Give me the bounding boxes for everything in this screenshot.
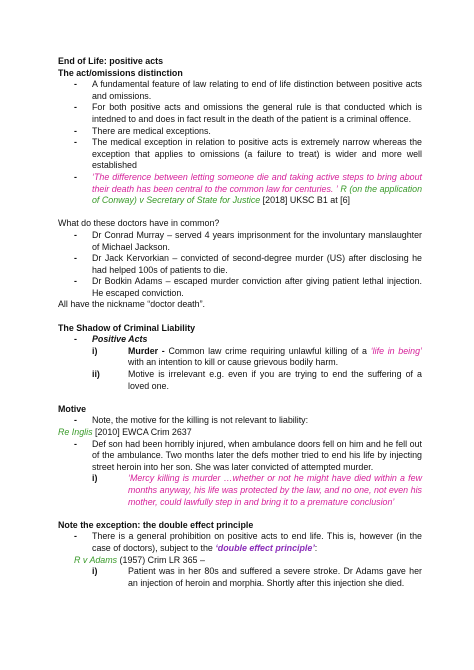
list-item: - A fundamental feature of law relating to end of life distinction between positive acts and omissions. — [74, 79, 422, 101]
section-title: End of Life: positive acts — [58, 56, 164, 66]
bullet-dash: - — [74, 125, 77, 136]
section-title: The Shadow of Criminal Liability — [58, 322, 196, 333]
quote-text: ‘life in being’ — [370, 345, 422, 356]
quote-text: ‘Mercy killing is murder …whether or not he might have died within a few months anyway, his life was protected by the law, and no one, not even his mother, could lawfully step in and bring it to a premature conclusion’ — [128, 473, 422, 507]
bullet-dash: - — [74, 137, 77, 148]
footer-text: All have the nickname “doctor death”. — [58, 299, 206, 310]
sub-list-item: i) Murder - Common law crime requiring unlawful killing of a ‘life in being’ with an intention to kill or cause grievous bodily harm. — [92, 345, 422, 368]
quote-text: ‘The difference between letting someone die and taking active steps to bring about their death has been central to the common law for centuries. ’ — [92, 171, 422, 194]
case-name: R v Adams — [74, 554, 118, 565]
positive-acts-heading: Positive Acts — [92, 334, 148, 345]
list-item: - Dr Jack Kervorkian – convicted of second-degree murder (US) after disclosing he had helped 100s of patients to die. — [74, 253, 422, 275]
sub-list-item — [58, 473, 422, 508]
question-text: What do these doctors have in common? — [58, 218, 220, 229]
bullet-dash: - — [74, 415, 77, 426]
case-citation: [2010] EWCA Crim 2637 — [95, 427, 192, 437]
bullet-dash: - — [74, 334, 77, 345]
principle-name: ‘double effect principle’ — [215, 542, 315, 553]
bullet-dash: - — [74, 531, 77, 542]
case-name: Re Inglis — [58, 427, 93, 437]
bullet-dash: - — [74, 276, 77, 287]
case-name: R (on the application of Conway) v Secretary of State for Justice — [92, 183, 422, 206]
list-item: - Note, the motive for the killing is not relevant to liability: — [74, 415, 309, 426]
case-citation: (1957) Crim LR 365 – — [119, 554, 205, 565]
list-item: - For both positive acts and omissions the general rule is that conducted which is intedned to and does in fact result in the death of the patient is a criminal offence. — [74, 102, 422, 124]
list-item: - Dr Conrad Murray – served 4 years imprisonment for the involuntary manslaughter of Michael Jackson. — [74, 229, 422, 252]
item-marker: ii) — [92, 369, 100, 380]
case-citation: [2018] UKSC B1 at [6] — [262, 195, 350, 206]
sub-list-item: ii) Motive is irrelevant e.g. even if you are trying to end the suffering of a loved one. — [92, 369, 422, 391]
item-marker: i) — [92, 566, 98, 577]
list-item: - Def son had been horribly injured, when ambulance doors fell on him and he fell out of the ambulance. Two months later the defs mother tried to end his life by injecting street heroin into her son. She was later convicted of attempted murder. — [74, 438, 422, 472]
section-title: Note the exception: the double effect principle — [58, 519, 254, 530]
bullet-dash: - — [74, 229, 77, 240]
item-marker: i) — [92, 473, 98, 484]
sub-list-item: i) Patient was in her 80s and suffered a severe stroke. Dr Adams gave her an injection of heroin and morphia. Shortly after this injection she died. — [92, 566, 422, 588]
list-item: - The medical exception in relation to positive acts is extremely narrow whereas the exception that applies to omissions (a failure to treat) is wider and more well established — [74, 137, 422, 171]
section-title: Motive — [58, 403, 87, 414]
bullet-dash: - — [74, 253, 77, 264]
section-subtitle: The act/omissions distinction — [58, 67, 183, 78]
bullet-dash: - — [74, 438, 77, 449]
list-item: - Dr Bodkin Adams – escaped murder conviction after giving patient lethal injection. He escaped conviction. — [74, 276, 422, 298]
item-marker: i) — [92, 345, 98, 356]
bullet-dash: - — [74, 171, 77, 182]
bullet-dash: - — [74, 102, 77, 113]
list-item: - There is a general prohibition on positive acts to end life. This is, however (in the case of doctors), subject to the ‘double effect principle’: — [74, 531, 422, 553]
list-item: - There are medical exceptions. — [74, 125, 211, 136]
list-item — [58, 334, 422, 346]
list-item-quote — [58, 172, 422, 207]
bullet-dash: - — [74, 79, 77, 90]
